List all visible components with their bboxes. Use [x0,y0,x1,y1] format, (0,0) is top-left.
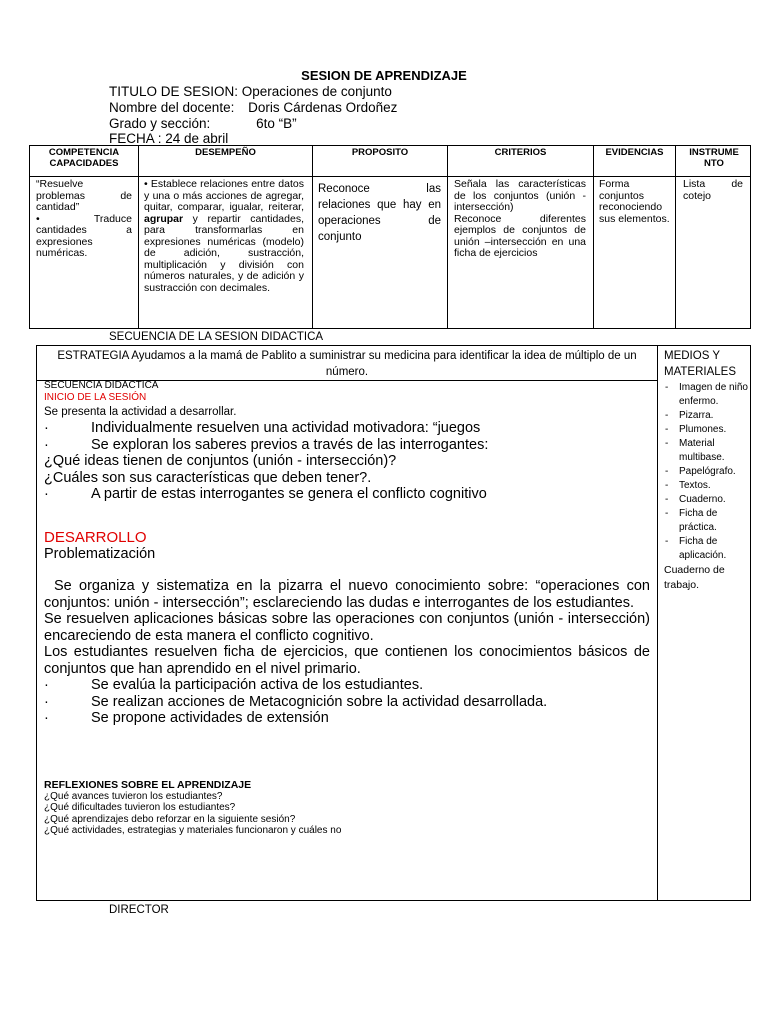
header-instrumento: INSTRUME NTO [689,147,739,169]
medios-item-text: Imagen de niño enfermo. [679,382,748,407]
teacher-name: Doris Cárdenas Ordoñez [248,100,398,115]
proposito-cell: Reconoce las relaciones que hay en operaciones de conjunto [318,183,441,243]
criterios-cell [454,179,586,260]
medios-header: MEDIOS Y MATERIALES [664,350,736,378]
dash-marker: - [665,508,669,519]
session-title: TITULO DE SESION: Operaciones de conjunto [109,84,392,99]
dash-marker: - [665,424,669,435]
question-1: ¿Qué ideas tienen de conjuntos (unión - intersección)? [44,453,397,469]
sequence-table [36,345,751,901]
desempeno-bold: agrupar [144,212,184,225]
dash-marker: - [665,438,669,449]
reflexion-question: ¿Qué dificultades tuvieron los estudiantes? [44,802,236,813]
page-title: SESION DE APRENDIZAJE [301,68,467,83]
instrumento-cell: Lista de cotejo [683,178,743,202]
question-2: ¿Cuáles son sus características que deben tener?. [44,469,372,486]
dash-marker: - [665,410,669,421]
medios-item-text: Material multibase. [679,438,725,463]
medios-item [661,535,749,563]
inicio-item [44,437,650,454]
reflexiones-heading: REFLEXIONES SOBRE EL APRENDIZAJE [44,778,252,791]
medios-extra: Cuaderno de trabajo. [664,564,725,591]
cierre-item-text: Se evalúa la participación activa de los estudiantes. [91,677,424,693]
medios-item [661,409,749,423]
grade-label: Grado y sección: [109,116,211,131]
medios-item-text: Ficha de aplicación. [679,536,727,561]
header-proposito: PROPOSITO [351,147,409,158]
grade-row [109,116,297,131]
bullet: · [44,436,49,453]
reflexion-question: ¿Qué avances tuvieron los estudiantes? [44,790,223,802]
presenta-text: Se presenta la actividad a desarrollar. [44,406,237,418]
competency-table [29,145,751,329]
teacher-name-row [109,100,397,115]
bullet: · [44,693,49,710]
header-criterios: CRITERIOS [494,147,547,158]
medios-item [661,423,749,437]
sequence-content [44,380,650,837]
header-evidencias: EVIDENCIAS [605,147,664,158]
teacher-label: Nombre del docente: [109,100,235,115]
medios-list [661,381,749,563]
medios-item [661,507,749,535]
medios-item [661,493,749,507]
competencia-main: “Resuelve problemas de cantidad” [36,178,132,213]
inicio-item [44,420,650,437]
header-competencia: COMPETENCIA CAPACIDADES [48,147,120,169]
medios-item-text: Ficha de práctica. [679,508,718,533]
desempeno-cell [144,179,304,294]
desarrollo-p1: Se organiza y sistematiza en la pizarra el nuevo conocimiento sobre: “operaciones con conjuntos: unión - intersección”; esclareciendo las dudas e interrogantes de los estudiantes. [44,578,650,611]
criterio-1: Señala las características de los conjuntos (unión - intersección) [454,178,586,213]
cierre-item [44,677,650,694]
medios-item-text: Cuaderno. [679,494,726,505]
medios-item [661,479,749,493]
desarrollo-p2: Se resuelven aplicaciones básicas sobre las operaciones con conjuntos (unión - intersección) encareciendo de esta manera el conflicto cognitivo. [44,611,650,644]
medios-item [661,437,749,465]
conflicto-text: A partir de estas interrogantes se genera el conflicto cognitivo [91,486,487,502]
bullet: · [44,710,49,726]
dash-marker: - [665,480,669,491]
competencia-cell [36,179,132,260]
reflexion-question: ¿Qué aprendizajes debo reforzar en la siguiente sesión? [44,813,296,825]
medios-item [661,381,749,409]
secuencia-label: SECUENCIA DE LA SESION DIDACTICA [109,331,324,343]
dash-marker: - [665,494,669,505]
cierre-item [44,710,650,727]
bullet: · [44,486,49,502]
header-desempeno: DESEMPEÑO [195,147,256,158]
bullet: · [44,420,49,436]
dash-marker: - [665,382,669,393]
director-label: DIRECTOR [109,904,169,916]
medios-item-text: Textos. [679,480,711,491]
criterio-2: Reconoce diferentes ejemplos de conjuntos de unión –intersección en una ficha de ejercicios [454,212,586,259]
reflexion-question: ¿Qué actividades, estrategias y materiales funcionaron y cuáles no [44,825,342,836]
dash-marker: - [665,466,669,477]
grade-value: 6to “B” [256,116,297,131]
secuencia-didactica-label: SECUENCIA DIDACTICA [44,380,159,391]
inicio-item-text: Individualmente resuelven una actividad motivadora: “juegos [91,420,481,436]
estrategia: ESTRATEGIA Ayudamos a la mamá de Pablito a suministrar su medicina para identificar la idea de múltiplo de un número. [57,350,637,378]
desarrollo-p3: Los estudiantes resuelven ficha de ejercicios, que contienen los conocimientos básicos de conjuntos que han aprendido en el nivel primario. [44,644,650,677]
medios-item-text: Plumones. [679,424,727,435]
medios-item-text: Pizarra. [679,410,714,421]
dash-marker: - [665,536,669,547]
inicio-heading: INICIO DE LA SESIÓN [44,391,147,403]
competencia-capacidad: • Traduce cantidades a expresiones numéricas. [36,212,132,259]
medios-item-text: Papelógrafo. [679,466,736,477]
bullet: · [44,677,49,693]
conflicto-item [44,486,650,503]
inicio-item-text: Se exploran los saberes previos a través de las interrogantes: [91,436,489,453]
desarrollo-heading: DESARROLLO [44,528,147,546]
cierre-item-text: Se propone actividades de extensión [91,710,329,726]
desempeno-text-b: y repartir cantidades, para transformarlas en expresiones numéricas (modelo) de adición, sustracción, multiplicación y división con números naturales, y de adición y sustracción con decimales. [144,212,304,294]
date: FECHA : 24 de abril [109,131,229,146]
desempeno-text-a: • Establece relaciones entre datos y una o más acciones de agregar, quitar, comparar, igualar, reiterar, [144,178,304,213]
medios-item [661,465,749,479]
evidencias-cell: Forma conjuntos reconociendo sus elementos. [599,178,670,225]
cierre-item [44,694,650,711]
cierre-item-text: Se realizan acciones de Metacognición sobre la actividad desarrollada. [91,693,548,710]
problematizacion-heading: Problematización [44,545,156,562]
